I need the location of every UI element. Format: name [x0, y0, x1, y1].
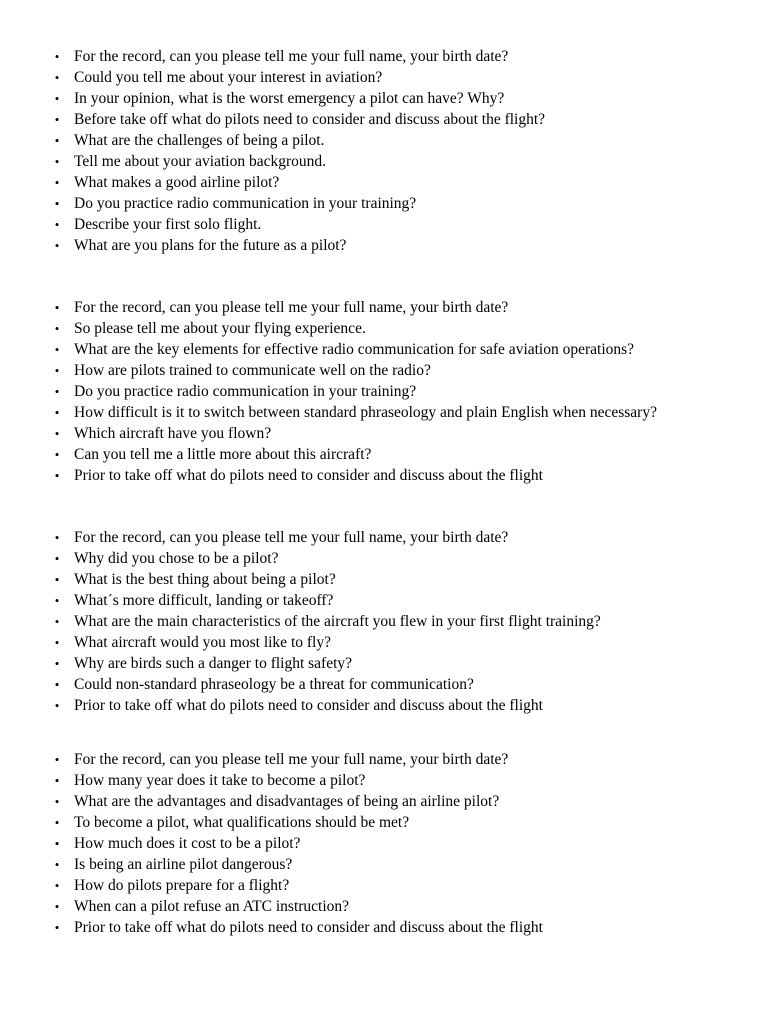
question-list-2 — [0, 297, 657, 486]
list-item — [0, 791, 543, 812]
list-item — [0, 360, 657, 381]
question-text: What makes a good airline pilot? — [74, 174, 280, 191]
bullet-icon: • — [54, 300, 60, 315]
question-text: Prior to take off what do pilots need to consider and discuss about the flight — [74, 697, 543, 714]
list-item — [0, 833, 543, 854]
list-item — [0, 590, 601, 611]
bullet-icon: • — [54, 899, 60, 914]
list-item — [0, 674, 601, 695]
list-item — [0, 46, 545, 67]
list-item — [0, 381, 657, 402]
bullet-icon: • — [54, 154, 60, 169]
question-text: How are pilots trained to communicate well on the radio? — [74, 362, 431, 379]
list-item — [0, 297, 657, 318]
question-text: To become a pilot, what qualifications should be met? — [74, 814, 410, 831]
question-text: For the record, can you please tell me your full name, your birth date? — [74, 751, 509, 768]
list-item — [0, 423, 657, 444]
bullet-icon: • — [54, 677, 60, 692]
bullet-icon: • — [54, 794, 60, 809]
bullet-icon: • — [54, 656, 60, 671]
list-item — [0, 151, 545, 172]
question-text: Can you tell me a little more about this aircraft? — [74, 446, 372, 463]
question-text: When can a pilot refuse an ATC instruction? — [74, 898, 350, 915]
bullet-icon: • — [54, 551, 60, 566]
bullet-icon: • — [54, 49, 60, 64]
bullet-icon: • — [54, 175, 60, 190]
question-text: How difficult is it to switch between standard phraseology and plain English when necessary? — [74, 404, 657, 421]
bullet-icon: • — [54, 698, 60, 713]
list-item — [0, 402, 657, 423]
list-item — [0, 896, 543, 917]
bullet-icon: • — [54, 468, 60, 483]
list-item — [0, 193, 545, 214]
list-item — [0, 109, 545, 130]
list-item — [0, 770, 543, 791]
question-text: What are you plans for the future as a pilot? — [74, 237, 347, 254]
list-item — [0, 235, 545, 256]
bullet-icon: • — [54, 773, 60, 788]
list-item — [0, 749, 543, 770]
bullet-icon: • — [54, 593, 60, 608]
question-text: Before take off what do pilots need to consider and discuss about the flight? — [74, 111, 546, 128]
list-item — [0, 318, 657, 339]
bullet-icon: • — [54, 91, 60, 106]
list-item — [0, 812, 543, 833]
list-item — [0, 695, 601, 716]
bullet-icon: • — [54, 363, 60, 378]
bullet-icon: • — [54, 878, 60, 893]
question-text: Could you tell me about your interest in aviation? — [74, 69, 383, 86]
question-text: Which aircraft have you flown? — [74, 425, 272, 442]
question-text: Prior to take off what do pilots need to consider and discuss about the flight — [74, 467, 543, 484]
list-item — [0, 569, 601, 590]
list-item — [0, 172, 545, 193]
bullet-icon: • — [54, 857, 60, 872]
question-text: Prior to take off what do pilots need to consider and discuss about the flight — [74, 919, 543, 936]
question-text: Could non-standard phraseology be a threat for communication? — [74, 676, 474, 693]
list-item — [0, 465, 657, 486]
question-text: What are the challenges of being a pilot. — [74, 132, 325, 149]
question-text: How do pilots prepare for a flight? — [74, 877, 290, 894]
question-list-4 — [0, 749, 543, 938]
question-text: Tell me about your aviation background. — [74, 153, 327, 170]
bullet-icon: • — [54, 635, 60, 650]
question-text: Is being an airline pilot dangerous? — [74, 856, 293, 873]
question-list-1 — [0, 46, 545, 256]
question-text: What are the key elements for effective radio communication for safe aviation operations? — [74, 341, 635, 358]
bullet-icon: • — [54, 133, 60, 148]
list-item — [0, 653, 601, 674]
question-text: For the record, can you please tell me your full name, your birth date? — [74, 299, 509, 316]
question-text: Do you practice radio communication in your training? — [74, 383, 417, 400]
question-text: What aircraft would you most like to fly? — [74, 634, 331, 651]
bullet-icon: • — [54, 238, 60, 253]
list-item — [0, 875, 543, 896]
question-list-3 — [0, 527, 601, 716]
question-text: How many year does it take to become a pilot? — [74, 772, 366, 789]
bullet-icon: • — [54, 112, 60, 127]
bullet-icon: • — [54, 384, 60, 399]
bullet-icon: • — [54, 342, 60, 357]
bullet-icon: • — [54, 321, 60, 336]
list-item — [0, 527, 601, 548]
bullet-icon: • — [54, 614, 60, 629]
question-text: So please tell me about your flying experience. — [74, 320, 366, 337]
list-item — [0, 339, 657, 360]
list-item — [0, 130, 545, 151]
bullet-icon: • — [54, 70, 60, 85]
bullet-icon: • — [54, 426, 60, 441]
list-item — [0, 214, 545, 235]
bullet-icon: • — [54, 815, 60, 830]
list-item — [0, 611, 601, 632]
question-text: Describe your first solo flight. — [74, 216, 262, 233]
bullet-icon: • — [54, 572, 60, 587]
list-item — [0, 444, 657, 465]
list-item — [0, 632, 601, 653]
list-item — [0, 67, 545, 88]
question-text: Why did you chose to be a pilot? — [74, 550, 279, 567]
question-text: What´s more difficult, landing or takeoff? — [74, 592, 334, 609]
bullet-icon: • — [54, 405, 60, 420]
question-text: In your opinion, what is the worst emergency a pilot can have? Why? — [74, 90, 505, 107]
bullet-icon: • — [54, 836, 60, 851]
question-text: Why are birds such a danger to flight safety? — [74, 655, 353, 672]
bullet-icon: • — [54, 196, 60, 211]
bullet-icon: • — [54, 447, 60, 462]
question-text: What is the best thing about being a pilot? — [74, 571, 336, 588]
bullet-icon: • — [54, 920, 60, 935]
list-item — [0, 548, 601, 569]
bullet-icon: • — [54, 217, 60, 232]
list-item — [0, 88, 545, 109]
question-text: Do you practice radio communication in your training? — [74, 195, 417, 212]
question-text: What are the advantages and disadvantages of being an airline pilot? — [74, 793, 500, 810]
bullet-icon: • — [54, 530, 60, 545]
list-item — [0, 917, 543, 938]
bullet-icon: • — [54, 752, 60, 767]
question-text: What are the main characteristics of the aircraft you flew in your first flight training? — [74, 613, 601, 630]
question-text: How much does it cost to be a pilot? — [74, 835, 301, 852]
question-text: For the record, can you please tell me your full name, your birth date? — [74, 48, 509, 65]
list-item — [0, 854, 543, 875]
question-text: For the record, can you please tell me your full name, your birth date? — [74, 529, 509, 546]
